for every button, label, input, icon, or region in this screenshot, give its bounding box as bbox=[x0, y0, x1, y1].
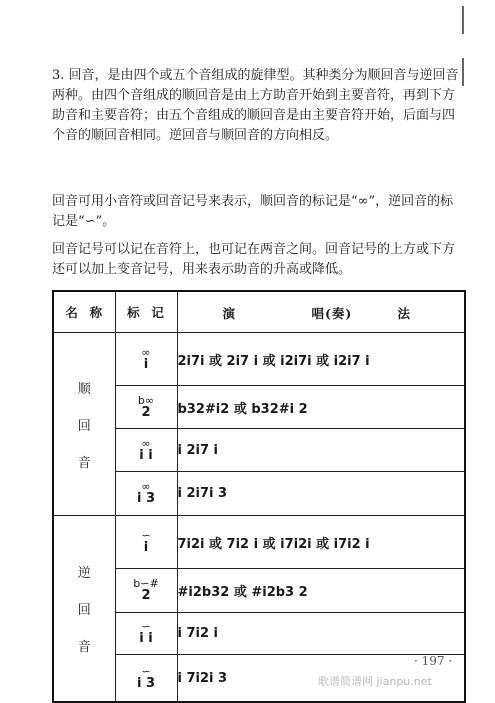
table-row bbox=[53, 386, 465, 429]
ornament-table bbox=[52, 290, 466, 703]
ornament-symbol: ∽ i bbox=[115, 516, 177, 569]
turn-icon: b∞ bbox=[137, 393, 155, 407]
performance-notation: #i2b32 或 #i2b3 2 bbox=[177, 569, 465, 613]
performance-notation: i 7i2i 3 bbox=[177, 655, 465, 703]
ornament-symbol: ∽ i i bbox=[115, 613, 177, 655]
paragraph-definition: 3. 回音，是由四个或五个音组成的旋律型。其种类分为顺回音与逆回音两种。由四个音组成的顺回音是由上方助音开始到主要音符，再到下方助音和主要音符；由五个音组成的顺回音是由主要音符开始，后面与四个音的顺回音相同。逆回音与顺回音的方向相反。 bbox=[52, 68, 459, 143]
paragraph-notation: 回音可用小音符或回音记号来表示，顺回音的标记是“∞”，逆回音的标记是“∽”。 bbox=[52, 194, 454, 229]
page-number: · 197 · bbox=[414, 654, 453, 668]
group-name-inverted: 逆 回 音 bbox=[53, 516, 115, 703]
group-name-forward: 顺 回 音 bbox=[53, 333, 115, 516]
table-row bbox=[53, 569, 465, 613]
table-header-row bbox=[53, 291, 465, 333]
ornament-symbol: b∽# 2 bbox=[115, 569, 177, 613]
performance-notation: i 2i7i 3 bbox=[177, 472, 465, 516]
ornament-symbol: ∞ i bbox=[115, 333, 177, 386]
inverted-turn-icon: ∽ bbox=[141, 664, 151, 678]
ornament-symbol: ∽ i 3 bbox=[115, 655, 177, 703]
watermark: 歌谱简谱网 jianpu.net bbox=[318, 675, 432, 688]
table-row bbox=[53, 333, 465, 386]
performance-notation: b32#i2 或 b32#i 2 bbox=[177, 386, 465, 429]
inverted-turn-icon: ∽ bbox=[141, 620, 151, 633]
performance-notation: 7i2i 或 7i2 i 或 i7i2i 或 i7i2 i bbox=[177, 516, 465, 569]
turn-icon: ∞ bbox=[141, 480, 151, 493]
header-name: 名 称 bbox=[53, 291, 115, 333]
table-row bbox=[53, 516, 465, 569]
table-row bbox=[53, 429, 465, 472]
ornament-symbol: b∞ 2 bbox=[115, 386, 177, 429]
table-row bbox=[53, 472, 465, 516]
ornament-symbol: ∞ i 3 bbox=[115, 472, 177, 516]
header-performance: 演 唱(奏) 法 bbox=[177, 291, 465, 333]
table-row bbox=[53, 613, 465, 655]
ornament-symbol: ∞ i i bbox=[115, 429, 177, 472]
performance-notation: 2i7i 或 2i7 i 或 i2i7i 或 i2i7 i bbox=[177, 333, 465, 386]
turn-icon: ∞ bbox=[141, 345, 151, 359]
turn-icon: ∞ bbox=[141, 436, 151, 450]
performance-notation: i 7i2 i bbox=[177, 613, 465, 655]
inverted-turn-icon: b∽# bbox=[133, 577, 159, 590]
margin-mark bbox=[462, 6, 464, 34]
paragraph-placement: 回音记号可以记在音符上，也可记在两音之间。回音记号的上方或下方还可以加上变音记号，用来表示助音的升高或降低。 bbox=[52, 242, 456, 277]
inverted-turn-icon: ∽ bbox=[141, 528, 151, 542]
header-symbol: 标 记 bbox=[115, 291, 177, 333]
performance-notation: i 2i7 i bbox=[177, 429, 465, 472]
